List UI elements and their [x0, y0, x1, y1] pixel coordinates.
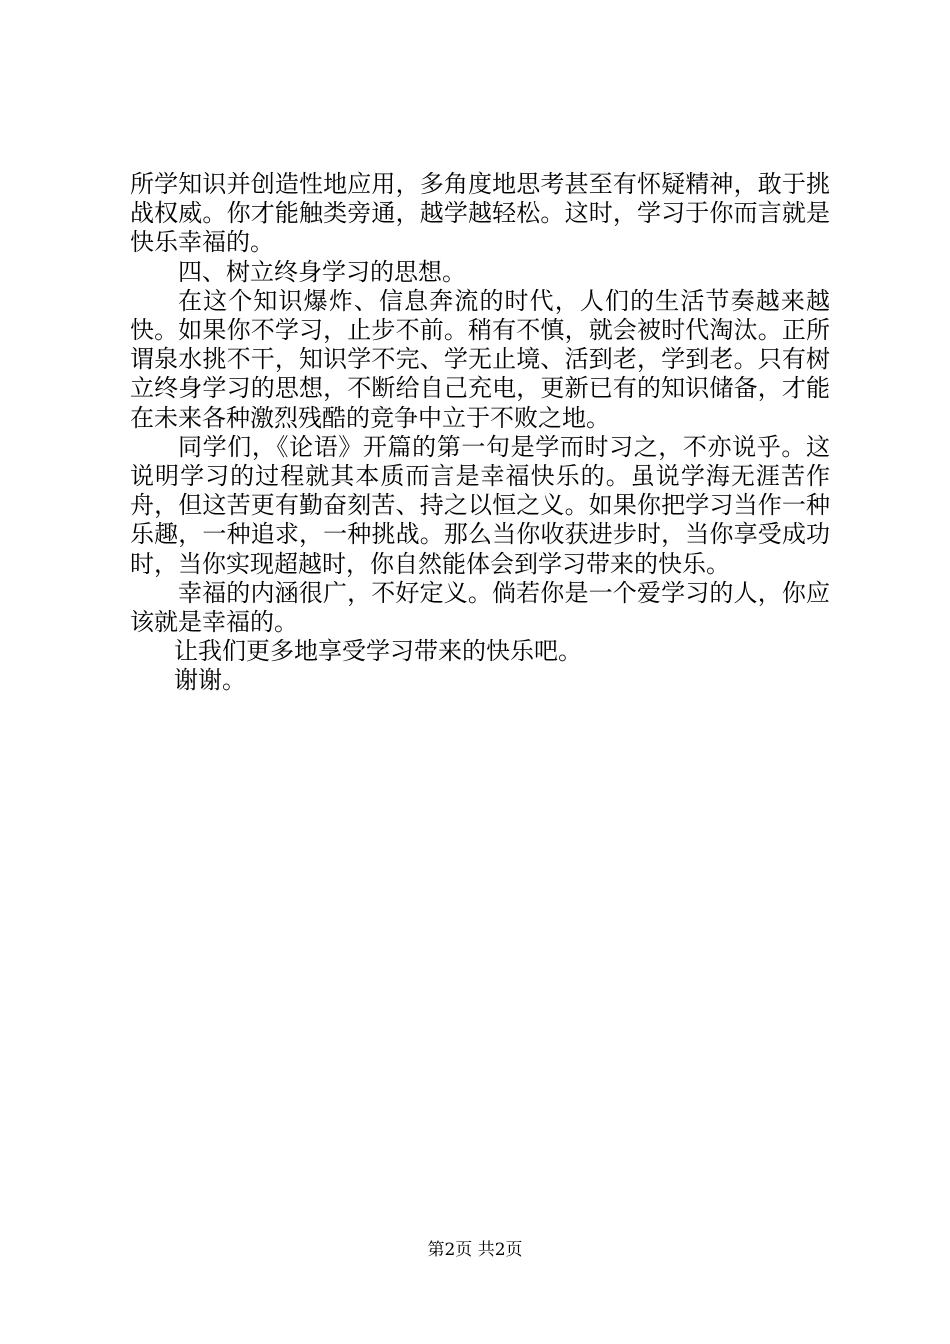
paragraph-continued: 所学知识并创造性地应用，多角度地思考甚至有怀疑精神，敢于挑战权威。你才能触类旁通，越学越轻松。这时，学习于你而言就是快乐幸福的。: [130, 170, 830, 257]
page-number-footer: 第2页 共2页: [427, 1240, 523, 1260]
paragraph: 幸福的内涵很广，不好定义。倘若你是一个爱学习的人，你应该就是幸福的。: [130, 578, 830, 637]
closing-thanks: 谢谢。: [174, 666, 246, 695]
section-heading: 四、树立终身学习的思想。: [178, 257, 466, 286]
closing-line: 让我们更多地享受学习带来的快乐吧。: [174, 637, 582, 666]
paragraph: 同学们，《论语》开篇的第一句是学而时习之，不亦说乎。这说明学习的过程就其本质而言是幸福快乐的。虽说学海无涯苦作舟，但这苦更有勤奋刻苦、持之以恒之义。如果你把学习当作一种乐趣，一种追求，一种挑战。那么当你收获进步时，当你享受成功时，当你实现超越时，你自然能体会到学习带来的快乐。: [130, 432, 830, 578]
paragraph: 在这个知识爆炸、信息奔流的时代，人们的生活节奏越来越快。如果你不学习，止步不前。稍有不慎，就会被时代淘汰。正所谓泉水挑不干，知识学不完、学无止境、活到老，学到老。只有树立终身学习的思想，不断给自己充电，更新已有的知识储备，才能在未来各种激烈残酷的竞争中立于不败之地。: [130, 286, 830, 432]
document-body: [130, 170, 830, 696]
